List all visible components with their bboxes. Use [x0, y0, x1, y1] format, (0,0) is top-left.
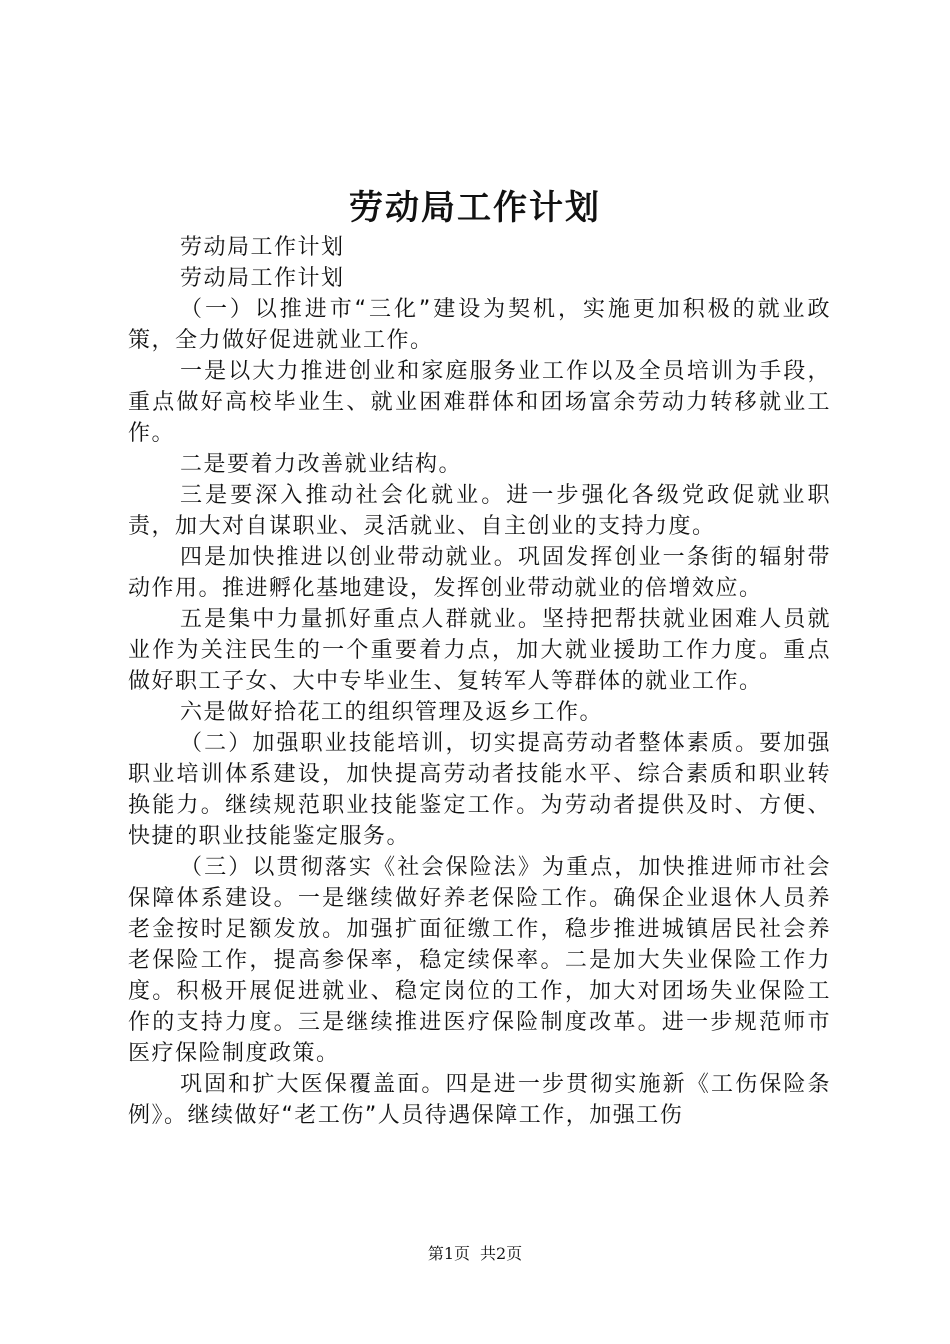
page-footer: [0, 1242, 950, 1266]
page-number: 第1页: [427, 1244, 470, 1263]
page-total: 共2页: [480, 1244, 523, 1263]
body-paragraph: 二是要着力改善就业结构。: [180, 452, 463, 477]
body-paragraph: （一）以推进市“三化”建设为契机，实施更加积极的就业政策，全力做好促进就业工作。: [128, 297, 831, 353]
body-paragraph: 劳动局工作计划: [180, 266, 345, 291]
document-body: [128, 232, 831, 1131]
body-paragraph: 一是以大力推进创业和家庭服务业工作以及全员培训为手段，重点做好高校毕业生、就业困难群体和团场富余劳动力转移就业工作。: [128, 359, 831, 446]
body-paragraph: 五是集中力量抓好重点人群就业。坚持把帮扶就业困难人员就业作为关注民生的一个重要着力点，加大就业援助工作力度。重点做好职工子女、大中专毕业生、复转军人等群体的就业工作。: [128, 607, 831, 694]
body-paragraph: 四是加快推进以创业带动就业。巩固发挥创业一条街的辐射带动作用。推进孵化基地建设，发挥创业带动就业的倍增效应。: [128, 545, 831, 601]
body-paragraph: 三是要深入推动社会化就业。进一步强化各级党政促就业职责，加大对自谋职业、灵活就业、自主创业的支持力度。: [128, 483, 831, 539]
body-paragraph: （三）以贯彻落实《社会保险法》为重点，加快推进师市社会保障体系建设。一是继续做好养老保险工作。确保企业退休人员养老金按时足额发放。加强扩面征缴工作，稳步推进城镇居民社会养老保险工作，提高参保率，稳定续保率。二是加大失业保险工作力度。积极开展促进就业、稳定岗位的工作，加大对团场失业保险工作的支持力度。三是继续推进医疗保险制度改革。进一步规范师市医疗保险制度政策。: [128, 855, 831, 1066]
body-paragraph: 六是做好拾花工的组织管理及返乡工作。: [180, 700, 604, 725]
body-paragraph: 劳动局工作计划: [180, 235, 345, 260]
document-title: 劳动局工作计划: [349, 188, 601, 228]
body-paragraph: 巩固和扩大医保覆盖面。四是进一步贯彻实施新《工伤保险条例》。继续做好“老工伤”人员待遇保障工作，加强工伤: [128, 1072, 831, 1128]
body-paragraph: （二）加强职业技能培训，切实提高劳动者整体素质。要加强职业培训体系建设，加快提高劳动者技能水平、综合素质和职业转换能力。继续规范职业技能鉴定工作。为劳动者提供及时、方便、快捷的职业技能鉴定服务。: [128, 731, 831, 849]
